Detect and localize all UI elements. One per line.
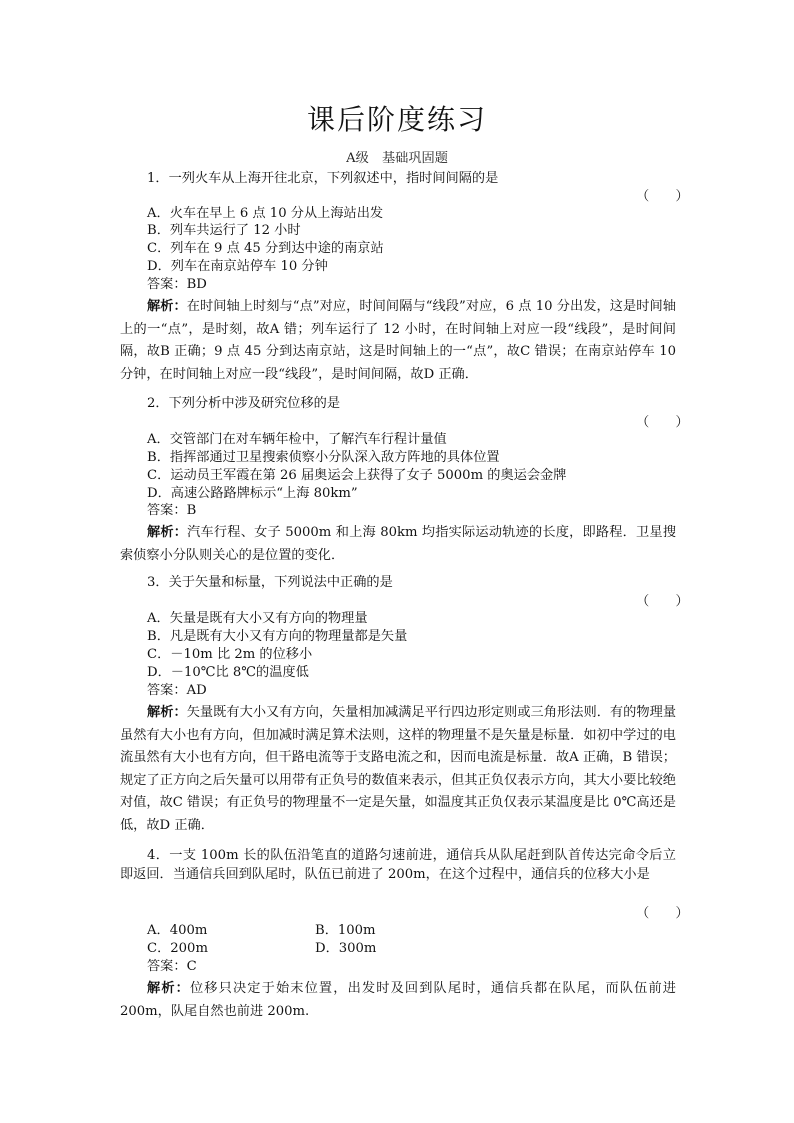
answer-label: 答案： bbox=[147, 277, 187, 292]
answer-value: BD bbox=[186, 277, 207, 292]
q1-analysis bbox=[120, 296, 676, 386]
q2-answer bbox=[147, 502, 196, 520]
answer-label: 答案： bbox=[147, 959, 187, 974]
q1-answer-blank: （ ） bbox=[636, 189, 689, 204]
answer-value: AD bbox=[186, 683, 207, 698]
analysis-label: 解析： bbox=[147, 299, 187, 314]
q4-stem: 4．一支 100m 长的队伍沿笔直的道路匀速前进，通信兵从队尾赶到队首传达完命令后立即返回．当通信兵回到队尾时，队伍已前进了 200m，在这个过程中，通信兵的位移大小是 bbox=[120, 848, 676, 882]
q3-answer bbox=[147, 682, 207, 700]
q3-stem: 3．关于矢量和标量，下列说法中正确的是 bbox=[147, 575, 393, 590]
q1-option-c: C．列车在 9 点 45 分到达中途的南京站 bbox=[147, 241, 384, 256]
q2-analysis bbox=[120, 522, 676, 567]
q1-option-a: A．火车在早上 6 点 10 分从上海站出发 bbox=[147, 206, 384, 221]
q3-option-c: C．－10m 比 2m 的位移小 bbox=[147, 647, 313, 662]
q1-answer bbox=[147, 276, 207, 294]
analysis-text: 汽车行程、女子 5000m 和上海 80km 均指实际运动轨迹的长度，即路程．卫星搜索侦察小分队则关心的是位置的变化． bbox=[120, 525, 677, 563]
q1-option-d: D．列车在南京站停车 10 分钟 bbox=[147, 259, 328, 274]
q4-option-b: B．100m bbox=[315, 923, 376, 938]
q4-answer-blank: （ ） bbox=[636, 906, 689, 921]
q1-stem: 1．一列火车从上海开往北京，下列叙述中，指时间间隔的是 bbox=[147, 171, 499, 186]
analysis-text: 矢量既有大小又有方向，矢量相加减满足平行四边形定则或三角形法则．有的物理量虽然有大小也有方向，但加减时满足算术法则，这样的物理量不是矢量是标量．如初中学过的电流虽然有大小也有方向，但干路电流等于支路电流之和，因而电流是标量．故A 正确，B 错误；规定了正方向之后矢量可以用带有正负号的数值来表示，但其正负仅表示方向，其大小要比较绝对值，故C 错误；有正负号的物理量不一定是矢量，如温度其正负仅表示某温度是比 0℃高还是低，故D 正确． bbox=[120, 705, 677, 833]
q2-answer-blank: （ ） bbox=[636, 415, 689, 430]
q4-option-c: C．200m bbox=[147, 941, 208, 956]
analysis-label: 解析： bbox=[147, 525, 188, 540]
q3-option-b: B．凡是既有大小又有方向的物理量都是矢量 bbox=[147, 629, 408, 644]
answer-value: C bbox=[186, 959, 197, 974]
q3-analysis bbox=[120, 702, 676, 837]
analysis-label: 解析： bbox=[147, 705, 187, 720]
answer-label: 答案： bbox=[147, 683, 187, 698]
q3-option-d: D．－10℃比 8℃的温度低 bbox=[147, 665, 309, 680]
answer-value: B bbox=[186, 503, 197, 518]
q2-option-b: B．指挥部通过卫星搜索侦察小分队深入敌方阵地的具体位置 bbox=[147, 450, 500, 465]
answer-label: 答案： bbox=[147, 503, 187, 518]
analysis-label: 解析： bbox=[147, 981, 190, 996]
q4-answer bbox=[147, 958, 197, 976]
q2-option-a: A．交管部门在对车辆年检中，了解汽车行程计量值 bbox=[147, 432, 447, 447]
q3-answer-blank: （ ） bbox=[636, 594, 689, 609]
q4-option-d: D．300m bbox=[315, 941, 377, 956]
q2-stem: 2．下列分析中涉及研究位移的是 bbox=[147, 396, 341, 411]
q3-option-a: A．矢量是既有大小又有方向的物理量 bbox=[147, 611, 368, 626]
q4-option-a: A．400m bbox=[147, 923, 208, 938]
page-title: 课后阶度练习 bbox=[306, 103, 487, 136]
analysis-text: 在时间轴上时刻与“点”对应，时间间隔与“线段”对应，6 点 10 分出发，这是时间轴上的一“点”，是时刻，故A 错；列车运行了 12 小时，在时间轴上对应一段“线段”，是时间间隔，故B 正确；9 点 45 分到达南京站，这是时间轴上的一“点”，故C 错误；在南京站停车 10 分钟，在时间轴上对应一段“线段”，是时间间隔，故D 正确． bbox=[120, 299, 676, 382]
q2-option-c: C．运动员王军霞在第 26 届奥运会上获得了女子 5000m 的奥运会金牌 bbox=[147, 468, 567, 483]
analysis-text: 位移只决定于始末位置，出发时及回到队尾时，通信兵都在队尾，而队伍前进 200m，队尾自然也前进 200m. bbox=[120, 981, 676, 1019]
q4-analysis bbox=[120, 978, 676, 1023]
section-heading: A级 基础巩固题 bbox=[346, 151, 448, 166]
q2-option-d: D．高速公路路牌标示“上海 80km” bbox=[147, 486, 358, 501]
q1-option-b: B．列车共运行了 12 小时 bbox=[147, 223, 301, 238]
